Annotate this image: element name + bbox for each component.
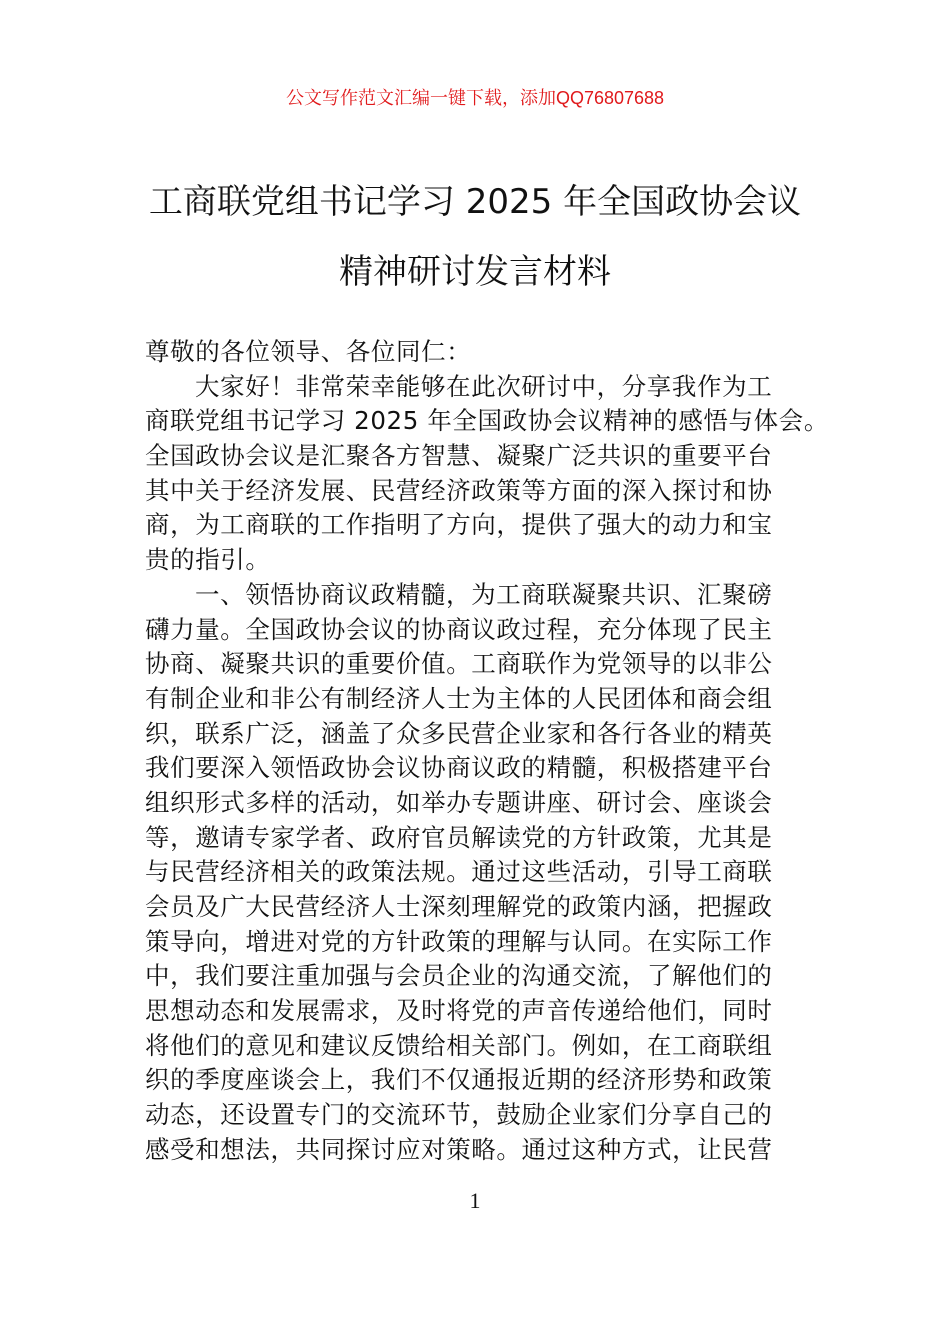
body-text-line: 全国政协会议是汇聚各方智慧、凝聚广泛共识的重要平台 <box>145 441 773 471</box>
document-body <box>145 335 829 1168</box>
body-text-line: 中，我们要注重加强与会员企业的沟通交流，了解他们的 <box>145 961 773 991</box>
body-text-line: 贵的指引。 <box>145 545 271 575</box>
watermark-header: 公文写作范文汇编一键下载，添加QQ76807688 <box>285 88 665 108</box>
body-text-line: 协商、凝聚共识的重要价值。工商联作为党领导的以非公 <box>145 649 773 679</box>
body-text-line: 感受和想法，共同探讨应对策略。通过这种方式，让民营 <box>145 1134 773 1164</box>
body-text-line: 织的季度座谈会上，我们不仅通报近期的经济形势和政策 <box>145 1065 773 1095</box>
body-text-line: 其中关于经济发展、民营经济政策等方面的深入探讨和协 <box>145 475 773 505</box>
body-text-line: 大家好！非常荣幸能够在此次研讨中，分享我作为工 <box>195 371 773 401</box>
body-text-line: 组织形式多样的活动，如举办专题讲座、研讨会、座谈会 <box>145 787 773 817</box>
document-title-line-1: 工商联党组书记学习 2025 年全国政协会议 <box>148 182 802 222</box>
body-text-line: 动态，还设置专门的交流环节，鼓励企业家们分享自己的 <box>145 1100 773 1130</box>
body-text-line: 等，邀请专家学者、政府官员解读党的方针政策，尤其是 <box>145 822 773 852</box>
body-text-line: 我们要深入领悟政协会议协商议政的精髓，积极搭建平台 <box>145 753 773 783</box>
body-text-line: 织，联系广泛，涵盖了众多民营企业家和各行各业的精英 <box>145 718 773 748</box>
body-text-line: 与民营经济相关的政策法规。通过这些活动，引导工商联 <box>145 857 773 887</box>
body-text-line: 一、领悟协商议政精髓，为工商联凝聚共识、汇聚磅 <box>195 579 773 609</box>
body-text-line: 有制企业和非公有制经济人士为主体的人民团体和商会组 <box>145 683 773 713</box>
body-text-line: 将他们的意见和建议反馈给相关部门。例如，在工商联组 <box>145 1030 773 1060</box>
page-number: 1 <box>469 1188 481 1213</box>
body-text-line: 尊敬的各位领导、各位同仁： <box>145 337 472 366</box>
body-text-line: 思想动态和发展需求，及时将党的声音传递给他们，同时 <box>145 996 773 1026</box>
body-text-line: 商联党组书记学习 2025 年全国政协会议精神的感悟与体会。 <box>145 406 829 436</box>
body-text-line: 礴力量。全国政协会议的协商议政过程，充分体现了民主 <box>145 614 773 644</box>
body-text-line: 商，为工商联的工作指明了方向，提供了强大的动力和宝 <box>145 510 773 540</box>
body-text-line: 策导向，增进对党的方针政策的理解与认同。在实际工作 <box>145 926 773 956</box>
body-text-line: 会员及广大民营经济人士深刻理解党的政策内涵，把握政 <box>145 892 773 921</box>
document-title-line-2: 精神研讨发言材料 <box>339 252 611 292</box>
